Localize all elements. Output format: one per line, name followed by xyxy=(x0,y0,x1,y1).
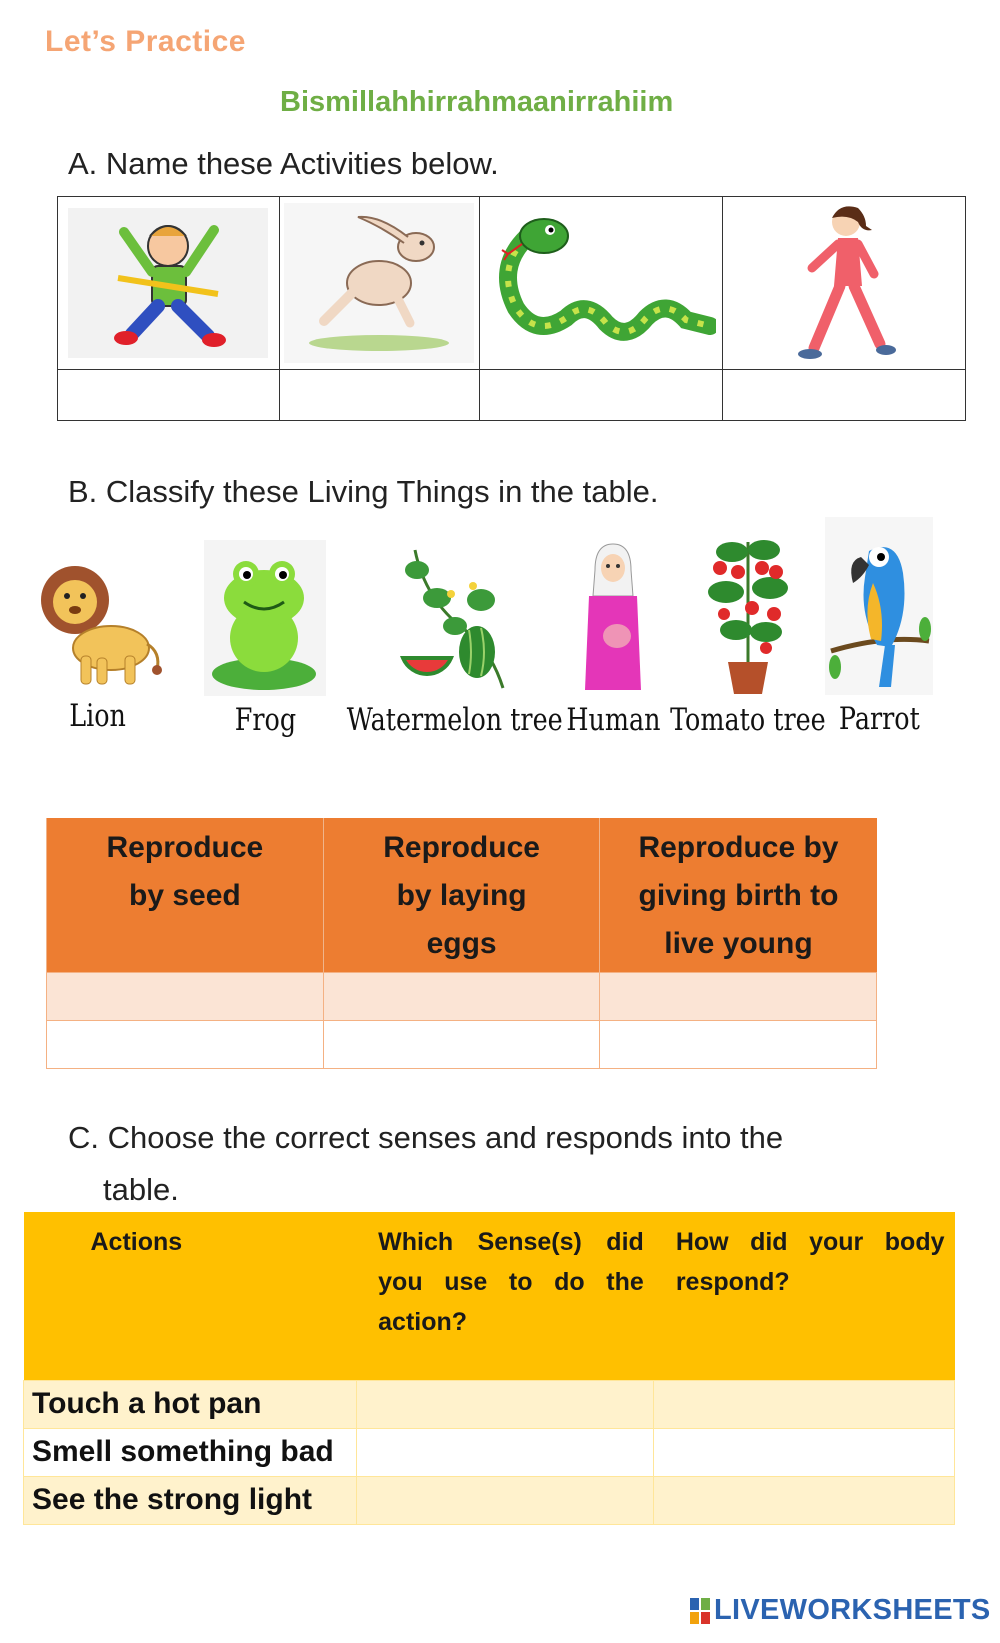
liveworksheets-logo xyxy=(690,1594,991,1627)
crawling-snake-icon xyxy=(486,208,716,358)
live-young-drop-cell[interactable] xyxy=(600,1021,877,1069)
live-young-drop-cell[interactable] xyxy=(600,973,877,1021)
activity-answer-2[interactable] xyxy=(279,370,479,421)
seed-drop-cell[interactable] xyxy=(47,1021,324,1069)
eggs-drop-cell[interactable] xyxy=(323,1021,600,1069)
living-thing-label: Tomato tree xyxy=(670,702,826,738)
parrot-icon xyxy=(825,517,933,695)
response-answer-cell[interactable] xyxy=(654,1380,955,1428)
watermelon-tree-icon xyxy=(395,540,515,696)
jumping-boy-icon xyxy=(68,208,268,358)
reproduce-by-seed-header: Reproduce by seed xyxy=(47,818,324,973)
living-thing-label: Human xyxy=(565,702,661,738)
running-girl-icon xyxy=(774,198,914,368)
tomato-tree-icon xyxy=(706,522,790,696)
living-thing-frog xyxy=(200,540,330,738)
living-thing-human xyxy=(563,540,663,738)
reproduce-by-live-young-header: Reproduce by giving birth to live young xyxy=(600,818,877,973)
activity-cell-1 xyxy=(58,197,280,370)
action-cell: Smell something bad xyxy=(24,1428,357,1476)
activities-table xyxy=(57,196,966,421)
living-thing-label: Watermelon tree xyxy=(347,702,563,738)
body-response-header: How did your body respond? xyxy=(654,1212,955,1380)
response-answer-cell[interactable] xyxy=(654,1428,955,1476)
brand-text: LIVEWORKSHEETS xyxy=(714,1594,991,1626)
living-thing-parrot xyxy=(820,517,938,737)
sense-answer-cell[interactable] xyxy=(356,1428,654,1476)
frog-icon xyxy=(204,540,326,696)
living-thing-tomato-tree xyxy=(670,522,826,738)
lets-practice-title: Let’s Practice xyxy=(45,25,246,58)
activity-cell-2 xyxy=(279,197,479,370)
living-thing-lion xyxy=(30,552,165,734)
bismillah-title: Bismillahhirrahmaanirrahiim xyxy=(280,86,674,118)
activity-answer-3[interactable] xyxy=(479,370,722,421)
living-thing-watermelon-tree xyxy=(347,540,563,738)
reproduce-by-laying-eggs-header: Reproduce by laying eggs xyxy=(323,818,600,973)
living-thing-label: Frog xyxy=(234,702,296,738)
activity-answer-1[interactable] xyxy=(58,370,280,421)
sense-answer-cell[interactable] xyxy=(356,1380,654,1428)
liveworksheets-grid-icon xyxy=(690,1598,710,1624)
section-a-heading: A. Name these Activities below. xyxy=(68,146,499,181)
action-cell: Touch a hot pan xyxy=(24,1380,357,1428)
seed-drop-cell[interactable] xyxy=(47,973,324,1021)
senses-table xyxy=(23,1212,955,1525)
activity-cell-3 xyxy=(479,197,722,370)
human-icon xyxy=(573,540,653,696)
living-thing-label: Lion xyxy=(69,698,126,734)
reproduction-table xyxy=(46,818,877,1069)
senses-header: Which Sense(s) did you use to do the action? xyxy=(356,1212,654,1380)
action-cell: See the strong light xyxy=(24,1476,357,1524)
activity-answer-4[interactable] xyxy=(722,370,965,421)
response-answer-cell[interactable] xyxy=(654,1476,955,1524)
actions-header: Actions xyxy=(24,1212,357,1380)
lion-icon xyxy=(33,552,163,692)
section-c-heading-line2: table. xyxy=(103,1172,179,1207)
eggs-drop-cell[interactable] xyxy=(323,973,600,1021)
hopping-rabbit-icon xyxy=(284,203,474,363)
sense-answer-cell[interactable] xyxy=(356,1476,654,1524)
section-c-heading-line1: C. Choose the correct senses and responds into the xyxy=(68,1120,784,1155)
section-b-heading: B. Classify these Living Things in the table. xyxy=(68,474,659,509)
activity-cell-4 xyxy=(722,197,965,370)
living-thing-label: Parrot xyxy=(838,701,920,737)
